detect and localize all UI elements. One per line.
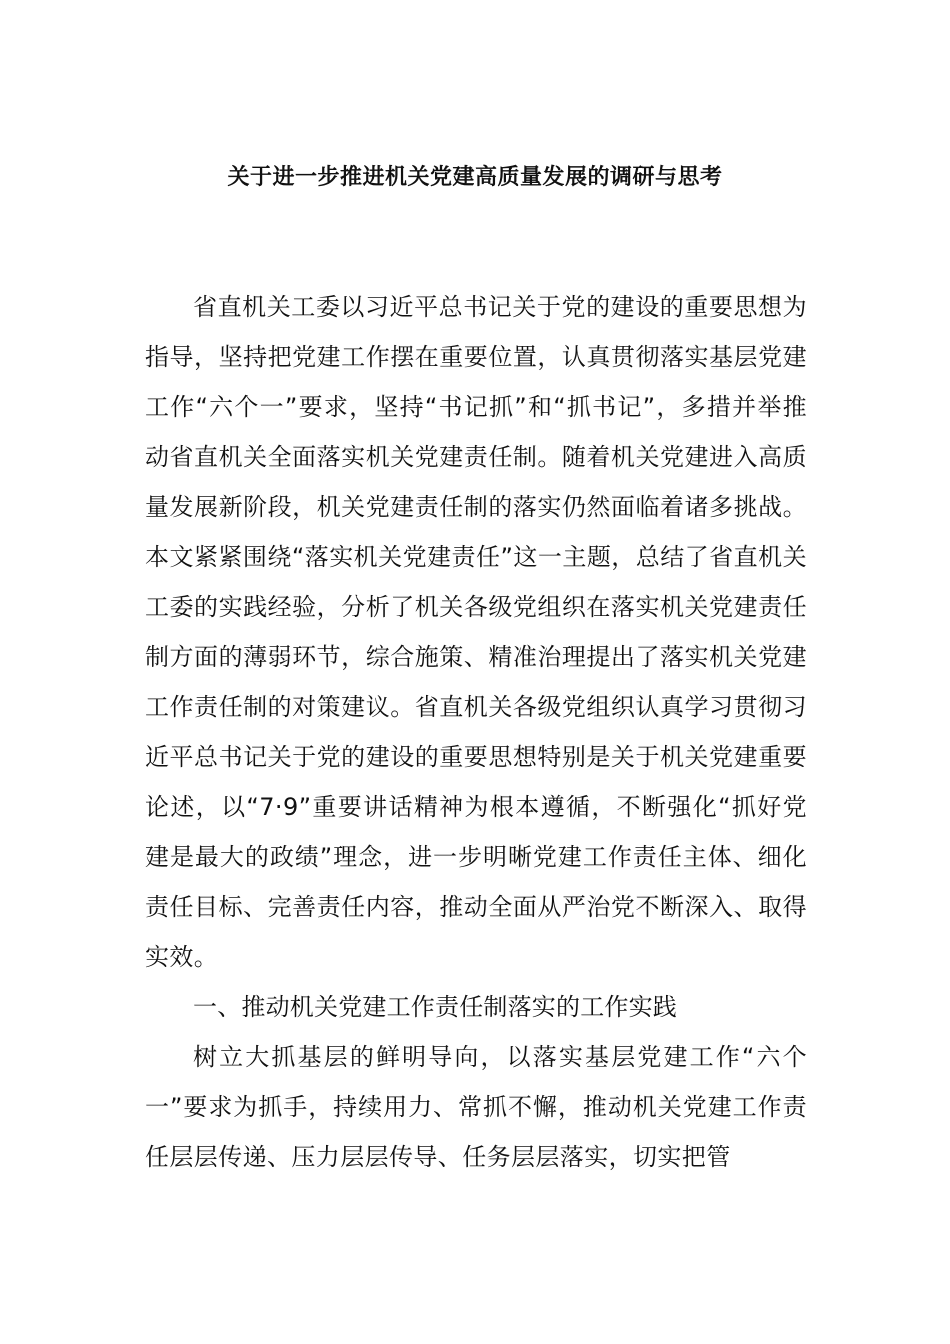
paragraph-section-1: 树立大抓基层的鲜明导向，以落实基层党建工作“六个一”要求为抓手，持续用力、常抓不懈，推动机关党建工作责任层层传递、压力层层传导、任务层层落实，切实把管 (145, 1043, 807, 1171)
section-heading-1: 一、推动机关党建工作责任制落实的工作实践 (193, 993, 677, 1021)
document-body (145, 282, 807, 1182)
document-title: 关于进一步推进机关党建高质量发展的调研与思考 (227, 165, 723, 190)
paragraph-intro: 省直机关工委以习近平总书记关于党的建设的重要思想为指导，坚持把党建工作摆在重要位置，认真贯彻落实基层党建工作“六个一”要求，坚持“书记抓”和“抓书记”，多措并举推动省直机关全面落实机关党建责任制。随着机关党建进入高质量发展新阶段，机关党建责任制的落实仍然面临着诸多挑战。本文紧紧围绕“落实机关党建责任”这一主题，总结了省直机关工委的实践经验，分析了机关各级党组织在落实机关党建责任制方面的薄弱环节，综合施策、精准治理提出了落实机关党建工作责任制的对策建议。省直机关各级党组织认真学习贯彻习近平总书记关于党的建设的重要思想特别是关于机关党建重要论述，以“7·9”重要讲话精神为根本遵循，不断强化“抓好党建是最大的政绩”理念，进一步明晰党建工作责任主体、细化责任目标、完善责任内容，推动全面从严治党不断深入、取得实效。 (145, 293, 807, 971)
